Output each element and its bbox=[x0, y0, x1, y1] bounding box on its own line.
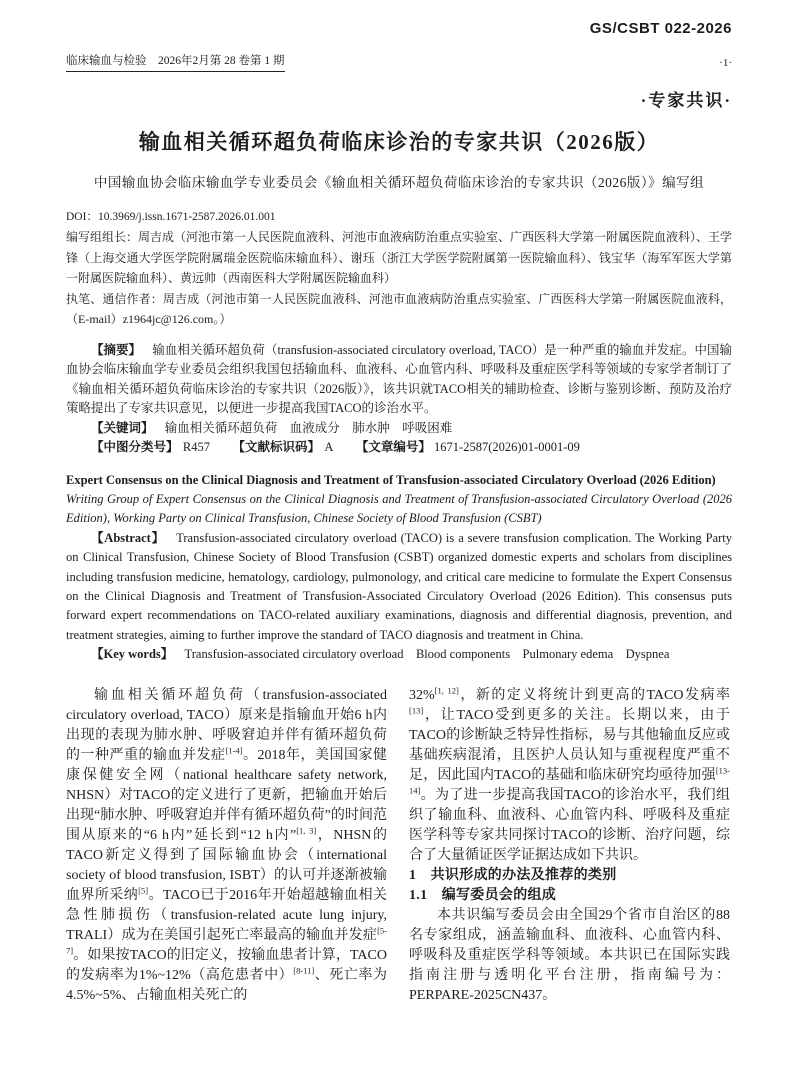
english-abstract-text: Transfusion-associated circulatory overload (TACO) is a severe transfusion complication. The Working Party on Clinical Transfusion, Chinese Society of Blood Transfusion (CSBT) organized domestic experts and scholars from disciplines including transfusion medicine, hematology, cardiology, pulmonology, and critical care medicine to formulate the Expert Consensus on the Clinical Diagnosis and Treatment of Transfusion-Associated Circulatory Overload (2026 Edition). This consensus puts forward expert recommendations on TACO-related auxiliary examinations, diagnosis and differential diagnosis, prevention, and treatment strategies, aiming to further improve the standard of TACO diagnosis and treatment in China. bbox=[66, 530, 732, 642]
english-abstract-paragraph bbox=[66, 529, 732, 645]
section-1-heading: 1 共识形成的办法及推荐的类别 bbox=[409, 867, 617, 883]
article-byline: 中国输血协会临床输血学专业委员会《输血相关循环超负荷临床诊治的专家共识（2026版）》编写组 bbox=[93, 175, 705, 190]
page-number: ·1· bbox=[719, 57, 732, 69]
abstract-label: 【摘要】 bbox=[91, 342, 142, 357]
article-title: 输血相关循环超负荷临床诊治的专家共识（2026版） bbox=[138, 130, 660, 154]
abstract-text: 输血相关循环超负荷（transfusion-associated circulatory overload, TACO）是一种严重的输血并发症。中国输血协会临床输血学专业委员会组织我国包括输血科、血液科、心血管内科、呼吸科及重症医学科等领域的专家学者制订了《输血相关循环超负荷临床诊治的专家共识（2026版）》，该共识就TACO相关的辅助检查、诊断与鉴别诊断、预防及治疗策略提出了专家共识意见，以便进一步提高我国TACO的诊治水平。 bbox=[66, 342, 732, 415]
article-id-group bbox=[356, 440, 580, 454]
section-1-1-heading: 1.1 编写委员会的组成 bbox=[409, 887, 557, 903]
journal-issue-info: 临床输血与检验 2026年2月第 28 卷第 1 期 bbox=[66, 52, 285, 72]
clc-group bbox=[91, 440, 210, 454]
keywords-line bbox=[66, 419, 732, 439]
editors-block bbox=[66, 227, 732, 330]
journal-header bbox=[66, 52, 732, 72]
classification-line bbox=[66, 438, 732, 458]
intro-paragraph-right: 32%[1, 12]，新的定义将统计到更高的TACO发病率[13]，让TACO受到更多的关注。长期以来，由于TACO的诊断缺乏特异性指标，易与其他输血反应或基础疾病混淆，且医护人员认知与重视程度严重不足，因此国内TACO的基础和临床研究均亟待加强[13-14]。为了进一步提高我国TACO的诊治水平，我们组织了输血科、血液科、心血管内科、呼吸科及重症医学科等专家共同探讨TACO的诊断、治疗问题，综合了大量循证医学证据达成如下共识。 bbox=[409, 684, 730, 863]
clc-value: R457 bbox=[182, 440, 210, 454]
left-column bbox=[66, 686, 387, 1006]
editors-paragraph: 编写组组长：周吉成（河池市第一人民医院血液科、河池市血液病防治重点实验室、广西医科大学第一附属医院血液科）、王学锋（上海交通大学医学院附属瑞金医院临床输血科）、谢珏（浙江大学医学院附属第一医院输血科）、钱宝华（海军军医大学第一附属医院输血科）、黄远帅（西南医科大学附属医院输血科） bbox=[66, 230, 733, 285]
abstract-paragraph bbox=[66, 341, 732, 419]
english-keywords-line bbox=[66, 645, 732, 664]
english-keywords-label: 【Key words】 bbox=[91, 647, 174, 662]
corresponding-author-paragraph: 执笔、通信作者：周吉成（河池市第一人民医院血液科、河池市血液病防治重点实验室、广西医科大学第一附属医院血液科，（E-mail）z1964jc@126.com。） bbox=[66, 291, 732, 326]
doi-line: DOI：10.3969/j.issn.1671-2587.2026.01.001 bbox=[66, 211, 276, 223]
article-type-tag: ·专家共识· bbox=[640, 91, 732, 110]
doc-code-value: A bbox=[324, 440, 334, 454]
intro-paragraph-left: 输血相关循环超负荷（transfusion-associated circulatory overload, TACO）原来是指输血开始6 h内出现的表现为肺水肿、呼吸窘迫并伴有循环超负荷的一种严重的输血并发症[1-4]。2018年，美国国家健康保健安全网（national healthcare safety network, NHSN）对TACO的定义进行了更新，把输血开始后出现“肺水肿、呼吸窘迫并伴有循环超负荷”的时间范围从原来的“6 h内”延长到“12 h内”[1, 3]，NHSN的TACO新定义得到了国际输血协会（international society of blood transfusion, ISBT）的认可并逐渐被输血界所采纳[5]。TACO已于2016年开始超越输血相关急性肺损伤（transfusion-related acute lung injury, TRALI）成为在美国引起死亡率最高的输血并发症[5-7]。如果按TACO的旧定义，按输血患者计算，TACO的发病率为1%~12%（高危患者中）[8-11]、死亡率为4.5%~5%、占输血相关死亡的 bbox=[66, 687, 388, 1003]
body-columns bbox=[66, 686, 732, 1006]
doc-code-label: 【文献标识码】 bbox=[232, 440, 320, 454]
english-title: Expert Consensus on the Clinical Diagnosis and Treatment of Transfusion-associated Circulatory Overload (2026 Edition) bbox=[66, 472, 716, 487]
english-abstract-block bbox=[66, 471, 732, 665]
english-authors: Writing Group of Expert Consensus on the Clinical Diagnosis and Treatment of Transfusion-associated Circulatory Overload (2026 Edition), Working Party on Clinical Transfusion, Chinese Society of Blood Transfusion (CSBT) bbox=[66, 491, 732, 526]
chinese-abstract-block bbox=[66, 341, 732, 458]
right-column bbox=[409, 686, 730, 1006]
section-1-1-paragraph: 本共识编写委员会由全国29个省市自治区的88名专家组成，涵盖输血科、血液科、心血管内科、呼吸科及重症医学科等领域。本共识已在国际实践指南注册与透明化平台注册，指南编号为：PERPARE-2025CN437。 bbox=[409, 907, 730, 1003]
english-keywords-text: Transfusion-associated circulatory overload Blood components Pulmonary edema Dyspnea bbox=[184, 647, 670, 662]
clc-label: 【中图分类号】 bbox=[91, 440, 179, 454]
keywords-label: 【关键词】 bbox=[91, 420, 154, 435]
article-id-label: 【文章编号】 bbox=[355, 440, 431, 454]
doc-code-group bbox=[232, 440, 333, 454]
keywords-text: 输血相关循环超负荷 血液成分 肺水肿 呼吸困难 bbox=[164, 420, 453, 435]
article-id-value: 1671-2587(2026)01-0001-09 bbox=[434, 440, 580, 454]
standard-number: GS/CSBT 022-2026 bbox=[589, 20, 732, 37]
english-abstract-label: 【Abstract】 bbox=[91, 530, 165, 545]
